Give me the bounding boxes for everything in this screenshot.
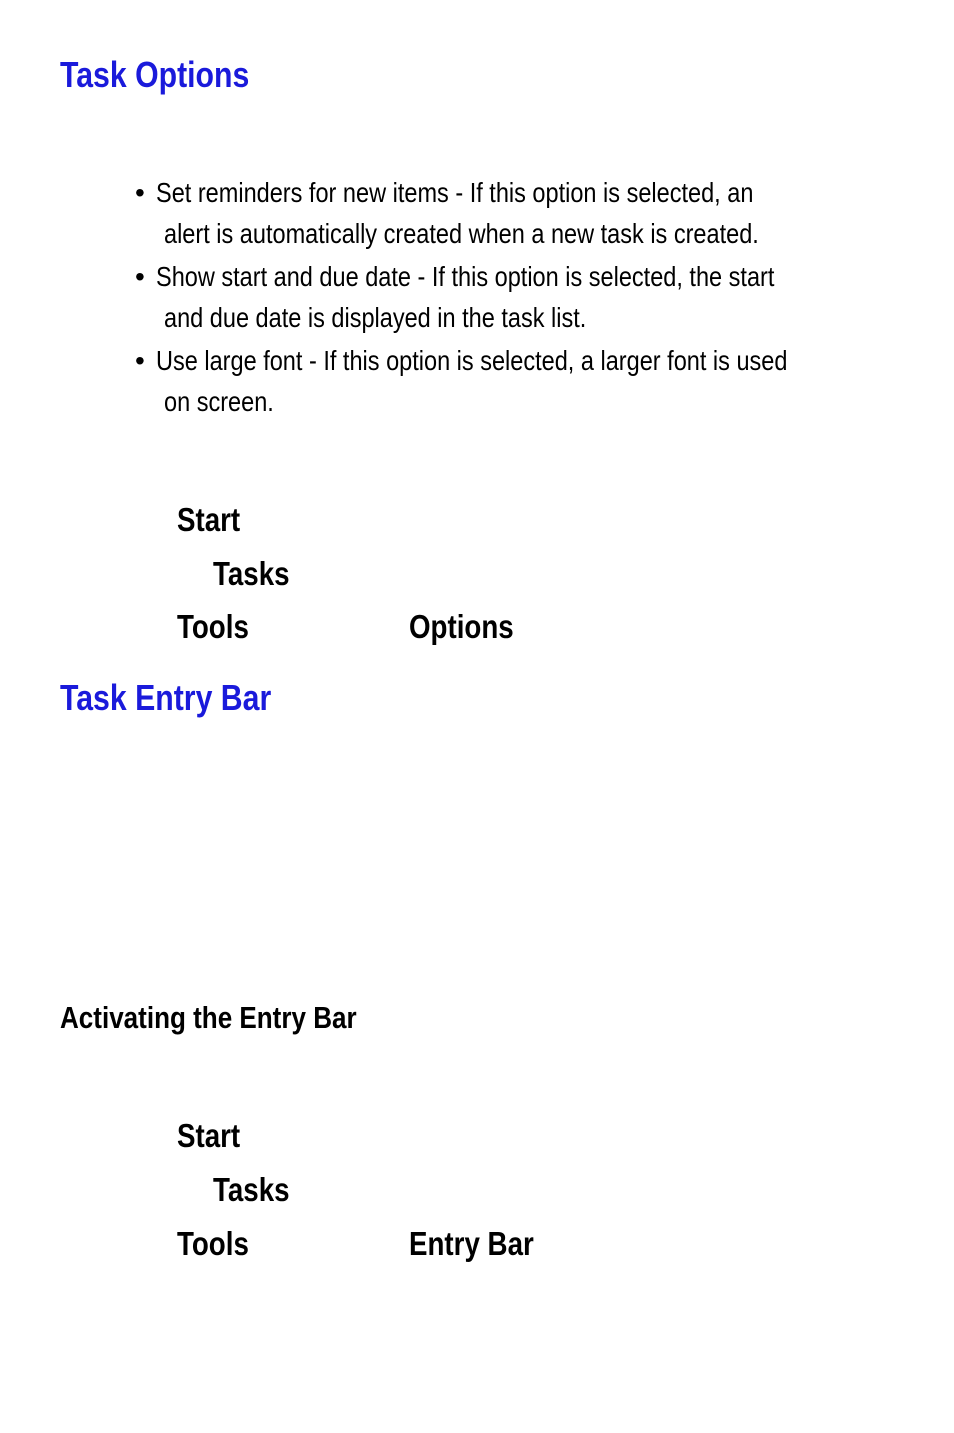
task-options-heading: Task Options (60, 54, 250, 95)
step-start: Start (177, 1117, 241, 1154)
step-tools: Tools (177, 608, 249, 645)
step-tools: Tools (177, 1225, 249, 1262)
task-options-list (135, 172, 915, 424)
task-entry-bar-heading: Task Entry Bar (60, 677, 272, 718)
step-entry-bar: Entry Bar (409, 1225, 534, 1262)
bullet-icon: • (135, 261, 145, 292)
step-tasks: Tasks (213, 1171, 290, 1208)
activating-entry-bar-subheading: Activating the Entry Bar (60, 1000, 357, 1035)
step-options: Options (409, 608, 514, 645)
step-start: Start (177, 501, 241, 538)
list-item: • Set reminders for new items - If this option is selected, an alert is automatically created when a new task is created. (135, 172, 915, 256)
bullet-icon: • (135, 345, 145, 376)
bullet-icon: • (135, 177, 145, 208)
step-tasks: Tasks (213, 555, 290, 592)
list-item: • Use large font - If this option is selected, a larger font is used on screen. (135, 340, 915, 424)
list-item: • Show start and due date - If this option is selected, the start and due date is displayed in the task list. (135, 256, 915, 340)
